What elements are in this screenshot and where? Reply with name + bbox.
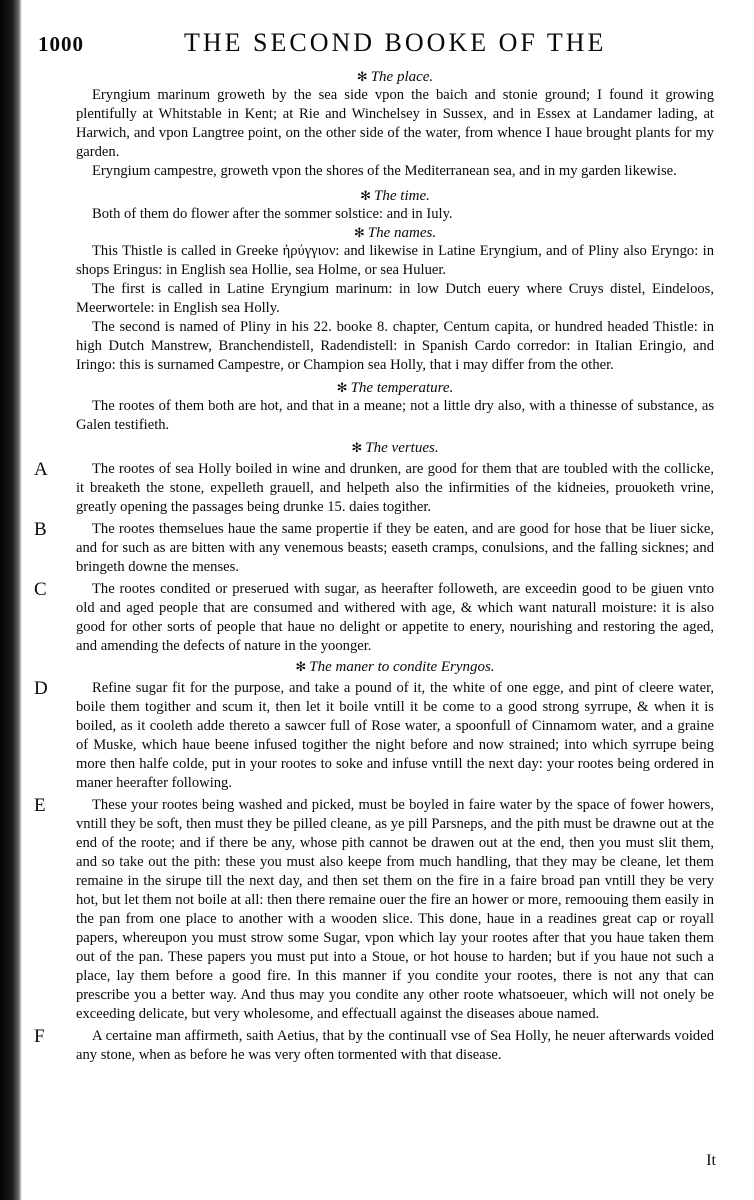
section-mark-icon: ✻ xyxy=(353,225,365,240)
section-mark-icon: ✻ xyxy=(295,659,307,674)
paragraph-place-1: Eryngium marinum groweth by the sea side vpon the baich and stonie ground; I found it growing plentifully at Whitstable in Kent; at Rie and Winchelsey in Sussex, and in Essex at Landamer lading, at Harwich, and vpon Langtree point, on the other side of the water, from whence I haue brought plants for my garden. xyxy=(76,87,714,160)
section-heading-maner xyxy=(76,658,714,676)
section-mark-icon: ✻ xyxy=(356,69,368,84)
paragraph-vertue-a xyxy=(34,459,714,517)
paragraph-names-3: The second is named of Pliny in his 22. booke 8. chapter, Centum capita, or hundred headed Thistle: in high Dutch Manstrew, Branchendistell, Radendistell: in Spanish Cardo corredor: in Italian Eringio, and Iringo: this is surnamed Campestre, or Champion sea Holly, that i may differ from the other. xyxy=(76,319,714,373)
paragraph-text: The rootes themselues haue the same propertie if they be eaten, and are good for hose that be liuer sicke, and for such as are bitten with any venemous beasts; easeth cramps, conulsions, and the falling sicknes; and bringeth downe the menses. xyxy=(76,521,714,575)
section-heading-text: The place. xyxy=(370,69,434,85)
section-heading-temperature xyxy=(76,379,714,397)
paragraph-text: These your rootes being washed and picked, must be boyled in faire water by the space of fower howers, vntill they be soft, then must they be pilled cleane, as ye pill Parsneps, and the pith must be drawne out at the end of the roote; and if there be any, whose pith cannot be drawen out at the end, then you must slit them, and so take out the pith: these you must also keepe from much handling, that they may be cleane, let them remaine in the sirupe till the next day, and then set them on the fire in a faire broad pan vntill they be very hot, but let them not boile at all: then there remaine ouer the fire an hower or more, remoouing them easily in the pan from one place to another with a wooden slice. This done, haue in a readines great cap or royall papers, whereupon you must strow some Sugar, vpon which lay your rootes after that you haue taken them out of the pan. These papers you must put into a Stoue, or hot house to harden; but if you haue not such a place, lay them before a good fire. In this manner if you condite your rootes, there is not any that can prescribe you a better way. And thus may you condite any other roote whatsoeuer, which will not onely be exceeding delicate, but very wholesome, and effectuall against the diseases aboue named. xyxy=(76,797,714,1022)
paragraph-names-2: The first is called in Latine Eryngium marinum: in low Dutch euery where Cruys distel, Eindeloos, Meerwortele: in English sea Holly. xyxy=(76,281,714,316)
paragraph-place-2: Eryngium campestre, groweth vpon the shores of the Mediterranean sea, and in my garden likewise. xyxy=(92,163,677,179)
paragraph-temperature-1: The rootes of them both are hot, and that in a meane; not a little dry also, with a thinesse of substance, as Galen testifieth. xyxy=(76,398,714,433)
page-gutter-shadow xyxy=(0,0,22,1200)
paragraph-names-1: This Thistle is called in Greeke ἠρύγγιον: and likewise in Latine Eryngium, and of Pliny also Eryngo: in shops Eringus: in English sea Hollie, sea Holme, or sea Huluer. xyxy=(76,243,714,278)
section-heading-text: The vertues. xyxy=(365,440,439,456)
section-heading-time xyxy=(76,187,714,205)
section-mark-icon: ✻ xyxy=(351,440,363,455)
margin-letter-b: B xyxy=(34,519,47,540)
section-mark-icon: ✻ xyxy=(336,380,348,395)
section-heading-vertues xyxy=(76,439,714,457)
paragraph-text: The rootes of sea Holly boiled in wine and drunken, are good for them that are toubled with the collicke, it breaketh the stone, expelleth grauell, and helpeth also the infirmities of the kidneies, prouoketh vrine, greatly opening the passages being drunke 15. daies togither. xyxy=(76,461,714,515)
section-heading-text: The names. xyxy=(367,225,437,241)
paragraph-maner-e xyxy=(34,795,714,1024)
paragraph-vertue-b xyxy=(34,519,714,577)
paragraph-text: The rootes condited or preserued with sugar, as heerafter followeth, are exceedin good to be giuen vnto old and aged people that are consumed and withered with age, & which want naturall moisture: it is also good for other sorts of people that haue no delight or appetite to enery, nourishing and restoring the aged, and amending the defects of nature in the yoonger. xyxy=(76,581,714,654)
section-heading-place xyxy=(76,68,714,86)
running-title: THE SECOND BOOKE OF THE xyxy=(184,28,607,57)
margin-letter-d: D xyxy=(34,678,48,699)
paragraph-text: A certaine man affirmeth, saith Aetius, that by the continuall vse of Sea Holly, he neuer afterwards voided any stone, when as before he was very often tormented with that disease. xyxy=(76,1028,714,1063)
running-head xyxy=(38,0,714,57)
section-heading-text: The time. xyxy=(374,188,430,204)
margin-letter-a: A xyxy=(34,459,48,480)
section-heading-names xyxy=(76,224,714,242)
catchword: It xyxy=(706,1152,716,1169)
section-heading-text: The maner to condite Eryngos. xyxy=(309,659,495,675)
paragraph-maner-d xyxy=(34,678,714,793)
page-number: 1000 xyxy=(38,32,84,56)
paragraph-vertue-f xyxy=(34,1026,714,1065)
paragraph-text: Refine sugar fit for the purpose, and take a pound of it, the white of one egge, and pint of cleere water, boile them togither and scum it, then let it boile vntill it be come to a good strong syrrupe, & when it is boiled, as it cooleth adde thereto a sawcer full of Rose water, a spoonfull of Cinnamom water, and a graine of Muske, which haue beene infused togither the night before and now strained; into which syrrupe being more then halfe colde, put in your rootes to soke and infuse vntill the next day: your rootes being ordered in maner heerafter following. xyxy=(76,680,714,791)
margin-letter-f: F xyxy=(34,1026,45,1047)
margin-letter-e: E xyxy=(34,795,46,816)
margin-letter-c: C xyxy=(34,579,47,600)
paragraph-time-1: Both of them do flower after the sommer solstice: and in Iuly. xyxy=(92,206,453,222)
paragraph-vertue-c xyxy=(34,579,714,656)
section-heading-text: The temperature. xyxy=(350,380,454,396)
section-mark-icon: ✻ xyxy=(360,188,372,203)
